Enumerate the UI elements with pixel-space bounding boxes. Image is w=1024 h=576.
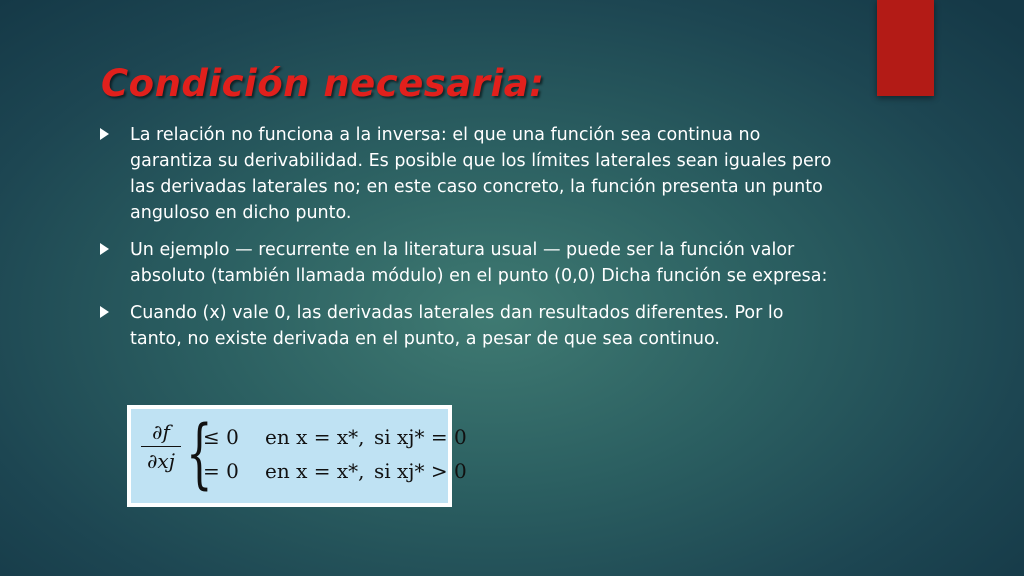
- bullet-item: [100, 237, 840, 289]
- formula-image: [127, 405, 467, 507]
- bullet-list: [100, 122, 840, 363]
- curly-brace: {: [186, 408, 213, 497]
- formula-row-1-case: si xj* = 0: [374, 425, 467, 449]
- formula-row-2-case: si xj* > 0: [374, 459, 467, 483]
- formula-row-1-where: en x = x*,: [265, 425, 365, 449]
- bullet-item: [100, 122, 840, 226]
- fraction-denominator: ∂xj: [147, 449, 175, 473]
- fraction-bar: [141, 446, 181, 447]
- triangle-bullet-icon: [100, 128, 109, 140]
- bullet-item: [100, 300, 840, 352]
- formula-panel: [131, 408, 467, 503]
- bullet-text: La relación no funciona a la inversa: el que una función sea continua no garantiza su derivabilidad. Es posible que los límites laterales sean iguales pero las derivadas laterales no; en este caso concreto, la función presenta un punto anguloso en dicho punto.: [130, 125, 832, 223]
- slide-title: Condición necesaria:: [101, 62, 545, 105]
- triangle-bullet-icon: [100, 243, 109, 255]
- formula-row-1-condition: ≤ 0: [203, 425, 239, 449]
- triangle-bullet-icon: [100, 306, 109, 318]
- bullet-text: Un ejemplo — recurrente en la literatura usual — puede ser la función valor absoluto (también llamada módulo) en el punto (0,0) Dicha función se expresa:: [130, 240, 828, 286]
- formula-row-2-condition: = 0: [203, 459, 239, 483]
- accent-bar: [877, 0, 934, 96]
- partial-derivative-fraction: [141, 420, 181, 473]
- fraction-numerator: ∂f: [152, 420, 170, 444]
- formula-row-2-where: en x = x*,: [265, 459, 365, 483]
- bullet-text: Cuando (x) vale 0, las derivadas laterales dan resultados diferentes. Por lo tanto, no existe derivada en el punto, a pesar de que sea continuo.: [130, 303, 784, 349]
